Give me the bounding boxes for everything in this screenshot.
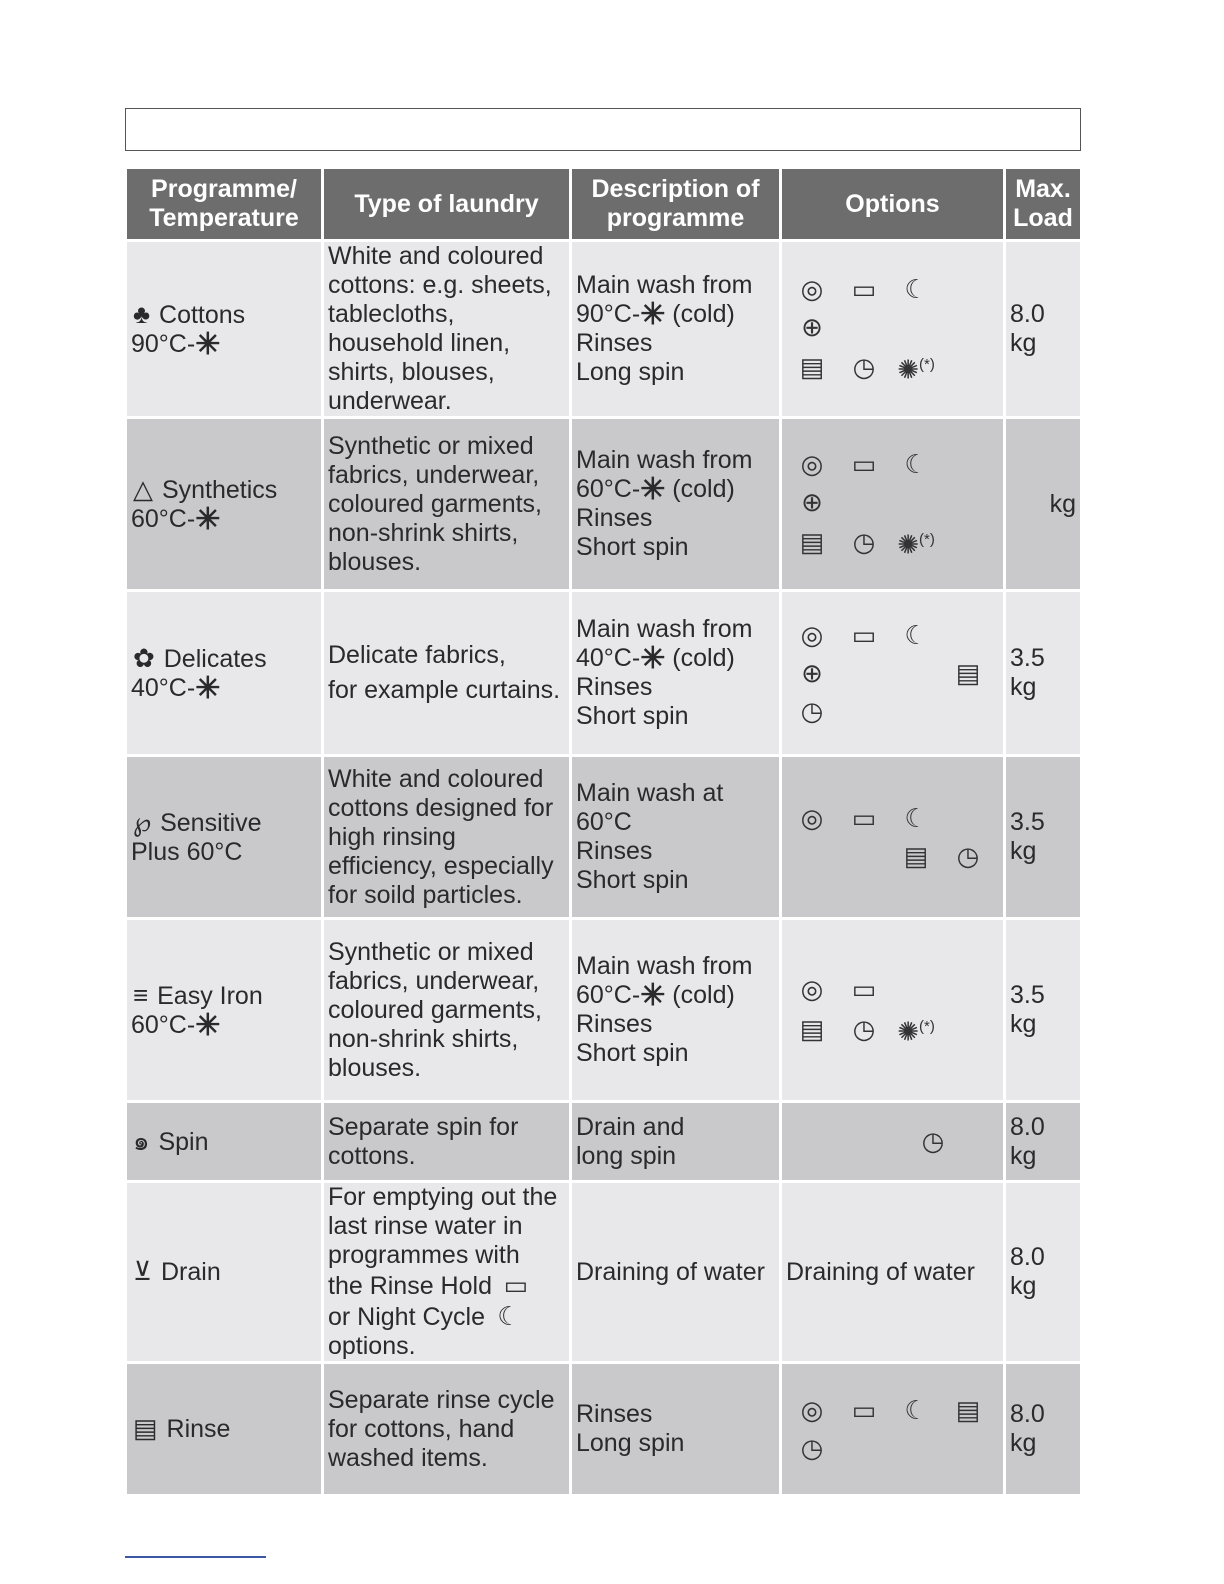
night-cycle-icon: ☾ — [904, 803, 928, 833]
cold-icon: ✳ — [640, 642, 666, 676]
load-cell: kg — [1006, 419, 1080, 589]
spin-reduce-icon: ◎ — [800, 1395, 824, 1425]
rinse-hold-icon: ▭ — [503, 1270, 529, 1300]
description-cell: Draining of water — [572, 1183, 779, 1361]
night-cycle-icon: ☾ — [904, 273, 928, 304]
timer-icon: ◷ — [800, 696, 824, 726]
description-cell: Main wash from 60°C-✳ (cold) Rinses Short spin — [572, 920, 779, 1100]
table-row — [127, 1103, 1080, 1180]
table-header-row — [127, 169, 1080, 239]
description-cell: Rinses Long spin — [572, 1364, 779, 1494]
header-laundry: Type of laundry — [324, 169, 569, 239]
sensitive-plus-icon: ℘ — [133, 806, 152, 837]
cold-icon: ✳ — [195, 327, 221, 361]
laundry-cell: Synthetic or mixed fabrics, underwear, coloured garments, non-shrink shirts, blouses. — [324, 920, 569, 1100]
description-cell: Main wash from 90°C-✳ (cold) Rinses Long spin — [572, 242, 779, 416]
rinse-hold-icon: ▭ — [851, 273, 877, 304]
drain-icon: ⊻ — [133, 1256, 153, 1286]
cold-icon: ✳ — [195, 1008, 221, 1042]
options-cell: Draining of water — [782, 1183, 1003, 1361]
extra-rinse-icon: ▤ — [955, 658, 981, 688]
programme-cell: ๑ Spin — [127, 1103, 321, 1180]
rinse-hold-icon: ▭ — [851, 973, 877, 1004]
load-cell: 8.0 kg — [1006, 1103, 1080, 1180]
programme-temp: 90°C- — [131, 329, 196, 358]
cold-icon: ✳ — [640, 298, 666, 332]
header-programme: Programme/ Temperature — [127, 169, 321, 239]
timer-icon: ◷ — [956, 841, 980, 871]
night-cycle-icon: ☾ — [497, 1301, 521, 1331]
timer-icon: ◷ — [852, 527, 876, 557]
programme-cell: ⊻ Drain — [127, 1183, 321, 1361]
load-cell: 8.0 kg — [1006, 1364, 1080, 1494]
stain-icon: ✺(*) — [897, 354, 935, 385]
timer-icon: ◷ — [852, 1014, 876, 1044]
laundry-cell: For emptying out the last rinse water in programmes with the Rinse Hold ▭ or Night Cycle ☾ options. — [324, 1183, 569, 1361]
prewash-icon: ⊕ — [801, 311, 823, 342]
night-cycle-icon: ☾ — [904, 448, 928, 479]
cold-icon: ✳ — [195, 671, 221, 705]
laundry-cell: Delicate fabrics, for example curtains. — [324, 592, 569, 754]
load-cell: 8.0 kg — [1006, 242, 1080, 416]
extra-rinse-icon: ▤ — [903, 841, 929, 871]
cotton-icon: ♣ — [133, 298, 151, 329]
load-cell: 3.5 kg — [1006, 920, 1080, 1100]
cold-icon: ✳ — [640, 473, 666, 507]
header-load: Max. Load — [1006, 169, 1080, 239]
programme-cell: ▤ Rinse — [127, 1364, 321, 1494]
programme-table — [124, 166, 1083, 1497]
cold-icon: ✳ — [640, 979, 666, 1013]
prewash-icon: ⊕ — [801, 486, 823, 517]
footnote-rule — [125, 1556, 266, 1558]
rinse-hold-icon: ▭ — [851, 448, 877, 479]
load-cell: 3.5 kg — [1006, 757, 1080, 917]
description-cell: Main wash from 40°C-✳ (cold) Rinses Short spin — [572, 592, 779, 754]
laundry-cell: White and coloured cottons designed for high rinsing efficiency, especially for soild particles. — [324, 757, 569, 917]
night-cycle-icon: ☾ — [904, 620, 928, 650]
programme-cell — [127, 242, 321, 416]
title-box — [125, 108, 1081, 151]
spin-reduce-icon: ◎ — [800, 803, 824, 833]
load-cell: 8.0 kg — [1006, 1183, 1080, 1361]
options-cell — [782, 1364, 1003, 1494]
spin-reduce-icon: ◎ — [800, 973, 824, 1004]
extra-rinse-icon: ▤ — [799, 527, 825, 557]
spin-reduce-icon: ◎ — [800, 620, 824, 650]
header-options: Options — [782, 169, 1003, 239]
prewash-icon: ⊕ — [801, 658, 823, 688]
description-cell: Main wash at 60°C Rinses Short spin — [572, 757, 779, 917]
extra-rinse-icon: ▤ — [799, 352, 825, 382]
table-row — [127, 1364, 1080, 1494]
spin-icon: ๑ — [133, 1125, 150, 1156]
timer-icon: ◷ — [852, 352, 876, 382]
table-row — [127, 419, 1080, 589]
table-row — [127, 920, 1080, 1100]
programme-name: Cottons — [159, 300, 246, 329]
programme-cell: ✿ Delicates 40°C-✳ — [127, 592, 321, 754]
timer-icon: ◷ — [800, 1433, 824, 1463]
rinse-icon: ▤ — [133, 1413, 158, 1443]
cold-icon: ✳ — [195, 502, 221, 536]
easy-iron-icon: ≡ — [133, 979, 149, 1010]
load-cell: 3.5 kg — [1006, 592, 1080, 754]
extra-rinse-icon: ▤ — [799, 1014, 825, 1044]
laundry-cell: White and coloured cottons: e.g. sheets, tablecloths, household linen, shirts, blouses, underwear. — [324, 242, 569, 416]
options-cell — [782, 1103, 1003, 1180]
table-row — [127, 592, 1080, 754]
programme-cell: ≡ Easy Iron 60°C-✳ — [127, 920, 321, 1100]
spin-reduce-icon: ◎ — [800, 448, 824, 479]
table-row — [127, 1183, 1080, 1361]
laundry-cell: Separate spin for cottons. — [324, 1103, 569, 1180]
night-cycle-icon: ☾ — [904, 1395, 928, 1425]
header-description: Description of programme — [572, 169, 779, 239]
laundry-cell: Separate rinse cycle for cottons, hand washed items. — [324, 1364, 569, 1494]
stain-icon: ✺(*) — [897, 1016, 935, 1047]
laundry-cell: Synthetic or mixed fabrics, underwear, coloured garments, non-shrink shirts, blouses. — [324, 419, 569, 589]
options-cell — [782, 242, 1003, 416]
options-cell — [782, 920, 1003, 1100]
description-cell: Drain and long spin — [572, 1103, 779, 1180]
options-cell — [782, 419, 1003, 589]
options-cell — [782, 592, 1003, 754]
table-row — [127, 757, 1080, 917]
stain-icon: ✺(*) — [897, 529, 935, 560]
synthetics-icon: △ — [133, 473, 153, 504]
extra-rinse-icon: ▤ — [955, 1395, 981, 1425]
rinse-hold-icon: ▭ — [851, 1395, 877, 1425]
options-cell — [782, 757, 1003, 917]
delicates-icon: ✿ — [133, 642, 155, 673]
table-row — [127, 242, 1080, 416]
rinse-hold-icon: ▭ — [851, 620, 877, 650]
spin-reduce-icon: ◎ — [800, 273, 824, 304]
description-cell: Main wash from 60°C-✳ (cold) Rinses Short spin — [572, 419, 779, 589]
programme-cell: ℘ Sensitive Plus 60°C — [127, 757, 321, 917]
timer-icon: ◷ — [921, 1126, 945, 1156]
programme-cell: △ Synthetics 60°C-✳ — [127, 419, 321, 589]
rinse-hold-icon: ▭ — [851, 803, 877, 833]
